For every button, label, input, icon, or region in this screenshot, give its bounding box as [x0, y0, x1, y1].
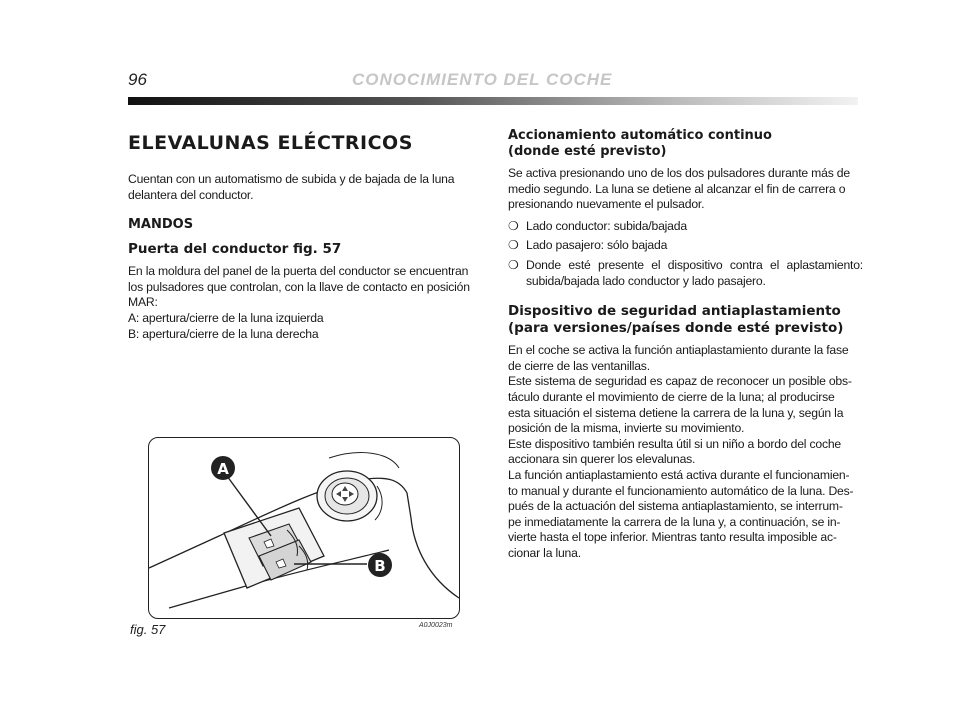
text-line: La función antiaplastamiento está activa durante el funcionamien-	[508, 467, 850, 482]
mandos-heading: MANDOS	[128, 217, 194, 233]
text-line: to manual y durante el funcionamiento automático de la luna. Des-	[508, 483, 854, 498]
list-item	[508, 219, 863, 235]
text-line: medio segundo. La luna se detiene al alcanzar el fin de carrera o	[508, 181, 846, 196]
driver-door-heading: Puerta del conductor fig. 57	[128, 241, 342, 258]
text-line: B: apertura/cierre de la luna derecha	[128, 326, 319, 341]
text-line: En el coche se activa la función antiaplastamiento durante la fase	[508, 343, 849, 358]
heading-line: Accionamiento automático continuo	[508, 128, 772, 143]
text-line: MAR:	[128, 295, 158, 310]
heading-line: Dispositivo de seguridad antiaplastamiento	[508, 303, 841, 320]
figure-code: A0J0023m	[419, 622, 453, 629]
heading-line: (para versiones/países donde esté previsto)	[508, 320, 844, 337]
bullet-text: Lado pasajero: sólo bajada	[526, 238, 668, 253]
text-line: presionando nuevamente el pulsador.	[508, 197, 705, 212]
page-number: 96	[128, 70, 147, 89]
text-line: esta situación el sistema detiene la carrera de la luna y, según la	[508, 405, 844, 420]
bullet-icon: ❍	[508, 257, 519, 272]
callout-b-label: B	[374, 557, 386, 575]
text-line: táculo durante el movimiento de cierre de la luna; al producirse	[508, 389, 835, 404]
figure-caption: fig. 57	[130, 622, 166, 637]
text-line: posición de la misma, invierte su movimiento.	[508, 421, 745, 436]
list-item	[508, 238, 863, 254]
text-line: Este sistema de seguridad es capaz de reconocer un posible obs-	[508, 374, 852, 389]
left-column	[128, 118, 483, 342]
intro-paragraph	[128, 172, 483, 203]
bullet-text: Lado conductor: subida/bajada	[526, 218, 687, 233]
text-line: Este dispositivo también resulta útil si un niño a bordo del coche	[508, 436, 841, 451]
auto-operation-paragraph	[508, 166, 863, 213]
anti-pinch-heading	[508, 303, 863, 337]
text-line: Cuentan con un automatismo de subida y de bajada de la luna	[128, 172, 455, 186]
controls-paragraph	[128, 264, 483, 342]
bullet-icon: ❍	[508, 238, 519, 253]
running-header: CONOCIMIENTO DEL COCHE	[352, 70, 613, 89]
bullet-icon: ❍	[508, 218, 519, 233]
auto-operation-heading	[508, 128, 863, 160]
callout-a	[211, 456, 235, 480]
bullet-text: Donde esté presente el dispositivo contra el aplastamiento: subida/bajada lado conductor y lado pasajero.	[526, 257, 863, 288]
door-switch-drawing	[149, 438, 459, 618]
text-line: de cierre de las ventanillas.	[508, 358, 650, 373]
text-line: Se activa presionando uno de los dos pulsadores durante más de	[508, 166, 850, 180]
text-line: En la moldura del panel de la puerta del conductor se encuentran	[128, 264, 469, 279]
text-line: vierte hasta el tope inferior. Mientras tanto resulta imposible ac-	[508, 530, 837, 545]
anti-pinch-paragraph	[508, 343, 863, 561]
callout-b	[368, 553, 392, 577]
callout-a-label: A	[217, 460, 229, 478]
heading-line: (donde esté previsto)	[508, 144, 667, 159]
section-title: ELEVALUNAS ELÉCTRICOS	[128, 132, 413, 154]
text-line: pe inmediatamente la carrera de la luna y, a continuación, se in-	[508, 514, 841, 529]
text-line: pués de la actuación del sistema antiaplastamiento, se interrum-	[508, 499, 843, 514]
list-item	[508, 258, 863, 289]
text-line: delantera del conductor.	[128, 187, 254, 202]
operation-bullets	[508, 219, 863, 289]
text-line: accionara sin querer los elevalunas.	[508, 452, 696, 467]
header-rule	[128, 97, 858, 105]
figure-57-illustration	[148, 437, 460, 619]
text-line: los pulsadores que controlan, con la llave de contacto en posición	[128, 279, 470, 294]
window-switch-panel	[224, 508, 324, 588]
text-line: A: apertura/cierre de la luna izquierda	[128, 310, 324, 325]
text-line: cionar la luna.	[508, 545, 581, 560]
right-column	[508, 128, 863, 561]
